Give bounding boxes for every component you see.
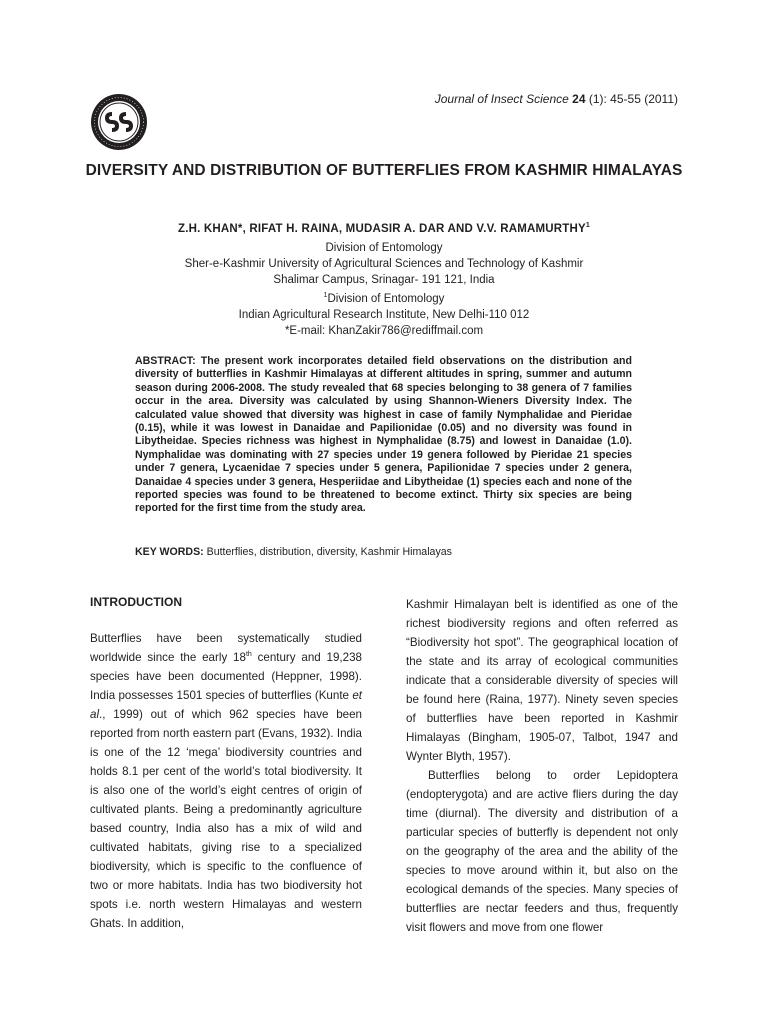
journal-volume: 24 [572,92,586,106]
body-text: ., 1999) out of which 962 species have been reported from north eastern part (Evans, 1932). India is one of the 12 ‘mega’ biodiversity countries and holds 8.1 per cent of the world’s total biodiversity. It is also one of the world’s eight centres of origin of cultivated plants. Being a predominantly agriculture based country, India also has a mix of wild and cultivated habitats, giving rise to a specialized biodiversity, which is specific to the confluence of two or more habitats. India has two biodiversity hot spots i.e. north western Himalayas and western Ghats. In addition, [90,708,362,930]
contact-email[interactable]: *E-mail: KhanZakir786@rediffmail.com [284,324,484,337]
affiliation-mark: 1 [323,292,328,299]
italic-text: et al [90,689,362,721]
keywords [135,546,632,558]
affiliation-line: Division of Entomology [325,242,443,254]
paper-title: DIVERSITY AND DISTRIBUTION OF BUTTERFLIES FROM KASHMIR HIMALAYAS [85,162,683,179]
keywords-text: Butterflies, distribution, diversity, Kashmir Himalayas [206,546,452,558]
intro-paragraph-3: Butterflies belong to order Lepidoptera (endopterygota) and are active fliers during the day time (diurnal). The diversity and distribution of a particular species of butterfly is dependent not only on the geography of the area and the ability of the species to move around within it, but also on the ecological demands of the species. Many species of butterflies are nectar feeders and thus, frequently visit flowers and move from one flower [406,769,678,934]
affiliations [60,240,708,339]
section-heading-introduction: INTRODUCTION [90,595,182,609]
affiliation-line: Sher-e-Kashmir University of Agricultural Sciences and Technology of Kashmir [184,258,584,270]
intro-paragraph-1 [90,629,362,933]
author-list [60,222,708,235]
body-text: Butterflies have been systematically studied worldwide since the early 18 [90,632,362,664]
author-affiliation-mark: 1 [585,222,590,229]
journal-name: Journal of Insect Science [434,92,569,106]
superscript: th [245,651,252,659]
affiliation-text: Division of Entomology [327,292,445,305]
journal-citation [435,92,678,106]
abstract: ABSTRACT: The present work incorporates detailed field observations on the distribution and diversity of butterflies in Kashmir Himalayas at different altitudes in spring, summer and autumn season during 2006-2008. The study revealed that 68 species belonging to 38 genera of 7 families occur in the area. Diversity was calculated by using Shannon-Wieners Diversity Index. The calculated value showed that diversity was highest in case of family Nymphalidae and Pieridae (0.15), while it was lowest in Danaidae and Papilionidae (0.05) and no diversity was found in Libytheidae. Species richness was highest in Nymphalidae (8.75) and lowest in Danaidae (1.0). Nymphalidae was dominating with 27 species under 19 genera followed by Pieridae 21 species under 7 genera, Lycaenidae 7 species under 5 genera, Papilionidae 7 species under 2 genera, Danaidae 4 species under 3 genera, Hesperiidae and Libytheidae (1) species each and none of the reported species was found to be threatened to become extinct. Thirty six species are being reported for the first time from the study area. [135,355,632,515]
journal-issue-pages: (1): 45-55 (2011) [588,92,678,106]
keywords-label: KEY WORDS: [135,546,204,558]
body-text: century and 19,238 species have been documented (Heppner, 1998). India possesses 1501 species of butterflies (Kunte [90,651,362,702]
affiliation-line [60,288,708,307]
left-column [90,594,362,933]
affiliation-line: Indian Agricultural Research Institute, New Delhi-110 012 [238,308,530,321]
journal-logo [90,93,148,151]
affiliation-line: Shalimar Campus, Srinagar- 191 121, India [273,274,495,286]
right-column [406,595,678,937]
author-names: Z.H. KHAN*, RIFAT H. RAINA, MUDASIR A. DAR AND V.V. RAMAMURTHY [178,222,586,235]
intro-paragraph-2: Kashmir Himalayan belt is identified as one of the richest biodiversity regions and often referred as “Biodiversity hot spot”. The geographical location of the state and its array of ecological communities indicate that a considerable diversity of species will be found here (Raina, 1977). Ninety seven species of butterflies have been reported in Kashmir Himalayas (Bingham, 1905-07, Talbot, 1947 and Wynter Blyth, 1957). [406,598,678,763]
